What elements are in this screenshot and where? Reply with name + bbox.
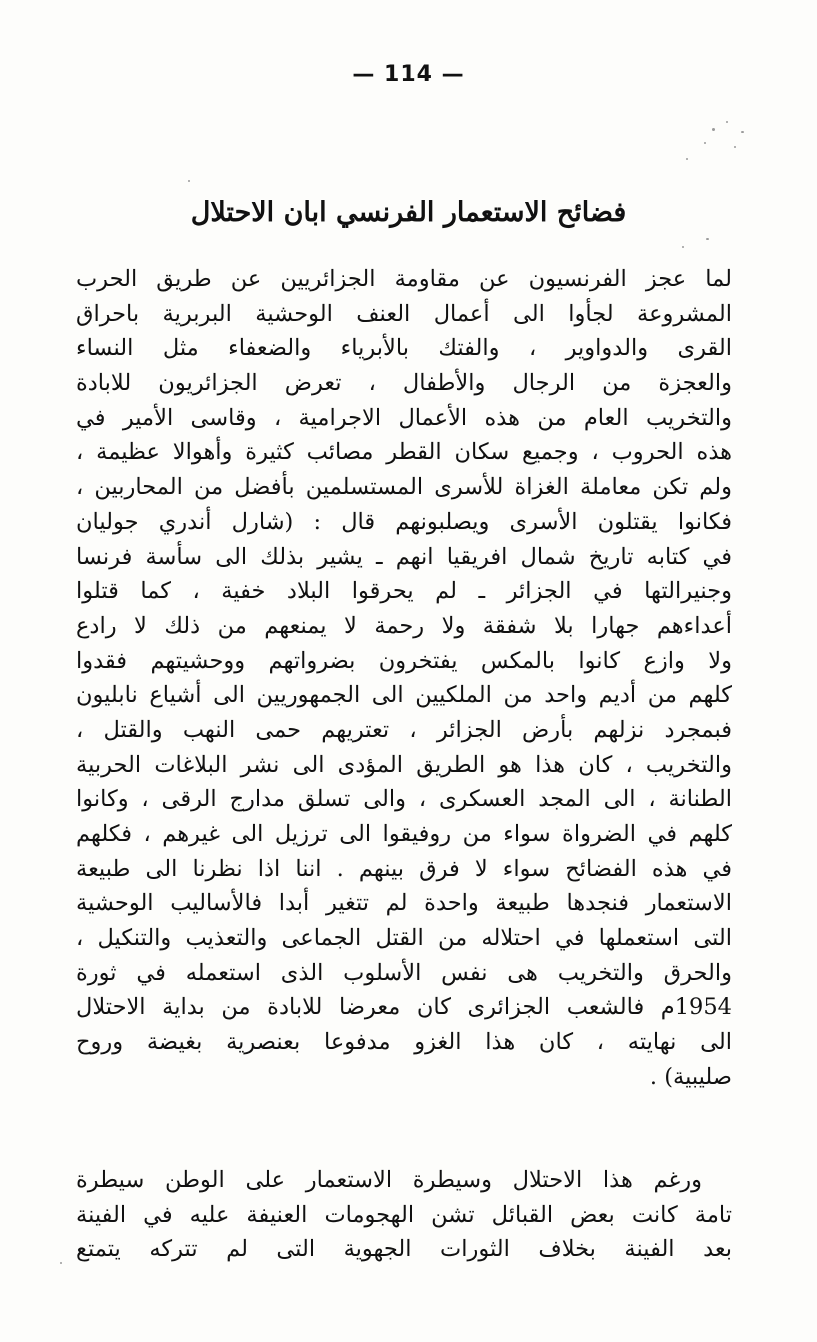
text-line: بعد الفينة بخلاف الثورات الجهوية التى لم تتركه يتمتع [76, 1236, 732, 1263]
text-line: الى نهايته ، كان هذا الغزو مدفوعا بعنصرية بغيضة وروح [76, 1029, 732, 1056]
text-line: لما عجز الفرنسيون عن مقاومة الجزائريين عن طريق الحرب [76, 266, 732, 292]
text-line: كلهم من أديم واحد من الملكيين الى الجمهوريين الى أشياع نابليون [76, 682, 732, 709]
paragraph-2 [76, 1163, 732, 1267]
text-line: ولم تكن معاملة الغزاة للأسرى المستسلمين بأفضل من المحاربين ، [76, 474, 732, 501]
text-line: والحرق والتخريب هى نفس الأسلوب الذى استعمله في ثورة [76, 959, 732, 986]
text-line: في هذه الفضائح سواء لا فرق بينهم . اننا اذا نظرنا الى طبيعة [76, 855, 732, 882]
text-line: أعداءهم جهارا بلا شفقة ولا رحمة لا يمنعهم من ذلك لا رادع [76, 612, 732, 639]
text-line: فبمجرد نزلهم بأرض الجزائر ، تعتريهم حمى النهب والقتل ، [76, 716, 732, 743]
text-line: هذه الحروب ، وجميع سكان القطر مصائب كثيرة وأهوالا عظيمة ، [76, 439, 732, 466]
text-line: المشروعة لجأوا الى أعمال العنف الوحشية البربرية باحراق [76, 300, 732, 327]
paragraph-1 [76, 262, 732, 1095]
text-line: في كتابه تاريخ شمال افريقيا انهم ـ يشير بذلك الى سأسة فرنسا [76, 543, 732, 570]
text-line: ورغم هذا الاحتلال وسيطرة الاستعمار على الوطن سيطرة [76, 1167, 702, 1193]
text-line: والتخريب العام من هذه الأعمال الاجرامية ، وقاسى الأمير في [76, 404, 732, 431]
text-line: فكانوا يقتلون الأسرى ويصلبونهم قال : (شارل أندري جوليان [76, 508, 732, 535]
chapter-heading: فضائح الاستعمار الفرنسي ابان الاحتلال [190, 197, 627, 228]
text-line: والعجزة من الرجال والأطفال ، تعرض الجزائريون للابادة [76, 370, 732, 397]
text-line: كلهم في الضرواة سواء من روفيقوا الى ترزيل الى غيرهم ، فكلهم [76, 821, 732, 847]
text-line: التى استعملها في احتلاله من القتل الجماعى والتعذيب والتنكيل ، [76, 925, 732, 952]
text-line: وجنيرالتها في الجزائر ـ لم يحرقوا البلاد خفية ، كما قتلوا [76, 578, 732, 605]
text-line: الطنانة ، الى المجد العسكرى ، والى تسلق مدارج الرقى ، وكانوا [76, 786, 732, 813]
text-line: القرى والدواوير ، والفتك بالأبرياء والضعفاء مثل النساء [76, 335, 732, 362]
text-line: تامة كانت بعض القبائل تشن الهجومات العنيفة عليه في الفينة [76, 1201, 732, 1228]
text-line: الاستعمار فنجدها طبيعة واحدة لم تتغير أبدا فالأساليب الوحشية [76, 890, 732, 917]
text-line: صليبية) . [649, 1063, 732, 1090]
text-line: والتخريب ، كان هذا هو الطريق المؤدى الى نشر البلاغات الحربية [76, 751, 732, 778]
text-line: ولا وازع كانوا بالمكس يفتخرون بضرواتهم ووحشيتهم فقدوا [76, 647, 732, 674]
page-number: — 114 — [352, 62, 465, 87]
text-line: 1954م فالشعب الجزائرى كان معرضا للابادة من بداية الاحتلال [76, 994, 732, 1021]
